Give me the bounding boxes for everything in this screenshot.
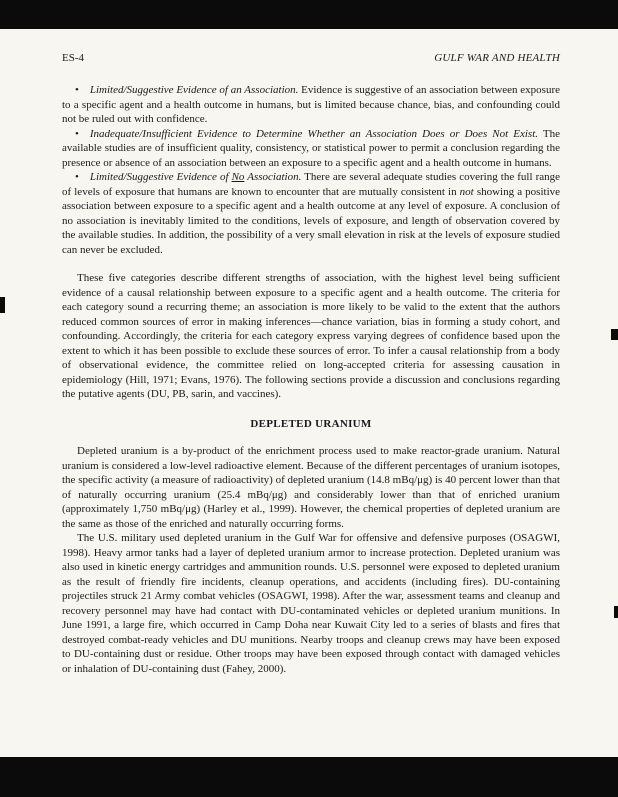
bullet-lead: Association. xyxy=(244,171,302,183)
emphasized-word: not xyxy=(459,185,474,198)
section-heading-depleted-uranium: DEPLETED URANIUM xyxy=(250,417,372,430)
bullet-body: The available studies are of insufficient quality, consistency, or statistical power to permit a conclusion regarding the presence or absence of an association between an exposure to a specific agent and a health outcome in humans. xyxy=(62,127,560,169)
running-title: GULF WAR AND HEALTH xyxy=(434,52,560,64)
bullet-icon: • xyxy=(75,84,79,96)
running-head xyxy=(62,52,560,64)
bullet-item-no-association xyxy=(62,170,560,257)
bullet-lead: Limited/Suggestive Evidence of an Association. xyxy=(89,84,299,96)
bullet-item-limited-suggestive-association xyxy=(62,83,560,127)
page-content xyxy=(0,29,618,757)
paragraph-du-military-use: The U.S. military used depleted uranium in the Gulf War for offensive and defensive purposes (OSAGWI, 1998). Heavy armor tanks had a layer of depleted uranium armor to increase protection. Depleted uranium was also used in kinetic energy cartridges and ammunition rounds. U.S. personnel were exposed to depleted uranium as the result of friendly fire incidents, cleanup operations, and accidents (including fires). DU-containing projectiles struck 21 Army combat vehicles (OSAGWI, 1998). After the war, assessment teams and cleanup and recovery personnel may have had contact with DU-contaminated vehicles or depleted uranium munitions. In June 1991, a large fire, which occurred in Camp Doha near Kuwait City led to a series of blasts and fires that destroyed combat-ready vehicles and DU munitions. Nearby troops and cleanup crews may have been exposed to DU-containing dust or residue. Other troops may have been exposed through contact with damaged vehicles or inhalation of DU-containing dust (Fahey, 2000). xyxy=(62,532,560,675)
paragraph-du-intro: Depleted uranium is a by-product of the enrichment process used to make reactor-grade uranium. Natural uranium is considered a low-level radioactive element. Because of the different percentages of uranium isotopes, the specific activity (a measure of radioactivity) of depleted uranium (14.8 mBq/μg) is 40 percent lower than that of naturally occurring uranium (25.4 mBq/μg) and considerably lower than that of enriched uranium (approximately 1,750 mBq/μg) (Harley et al., 1999). However, the chemical properties of depleted uranium are the same as those of the enriched and naturally occurring forms. xyxy=(62,445,560,530)
bullet-item-inadequate-insufficient xyxy=(62,127,560,171)
bullet-icon: • xyxy=(75,171,79,183)
bullet-lead: Inadequate/Insufficient Evidence to Determine Whether an Association Does or Does Not Exist. xyxy=(89,127,539,140)
bullet-lead: Limited/Suggestive Evidence of xyxy=(89,171,232,183)
bullet-body: There are several adequate studies covering the full range of levels of exposure that humans are known to encounter that are mutually consistent in xyxy=(62,171,561,198)
bullet-icon: • xyxy=(75,127,79,140)
scan-artifact-top-bar xyxy=(0,0,618,29)
bullet-body: showing a positive association between exposure to a specific agent and a health outcome at any level of exposure. A conclusion of no association is inevitably limited to the conditions, levels of exposure, and length of observation covered by the available studies. In addition, the possibility of a very small elevation in risk at the levels of exposure studied can never be excluded. xyxy=(62,185,561,256)
scan-artifact-bottom-bar xyxy=(0,757,618,797)
paragraph-five-categories: These five categories describe different strengths of association, with the highest level being sufficient evidence of a causal relationship between exposure to a specific agent and a health outcome. The criteria for each category sound a recurring theme; an association is more likely to be valid to the extent that the authors reduced common sources of error in making inferences—chance variation, bias in forming a study cohort, and confounding. Accordingly, the criteria for each category express varying degrees of confidence based upon the extent to which it has been possible to exclude these sources of error. To infer a causal relationship from a body of observational evidence, the committee relied on long-accepted criteria for assessing causation in epidemiology (Hill, 1971; Evans, 1976). The following sections provide a discussion and conclusions regarding the putative agents (DU, PB, sarin, and vaccines). xyxy=(62,272,560,400)
bullet-body: Evidence is suggestive of an association between exposure to a specific agent and a health outcome in humans, but is limited because chance, bias, and confounding could not be ruled out with confidence. xyxy=(62,84,561,125)
page-number: ES-4 xyxy=(62,52,84,64)
bullet-lead-underlined-word: No xyxy=(231,171,245,183)
